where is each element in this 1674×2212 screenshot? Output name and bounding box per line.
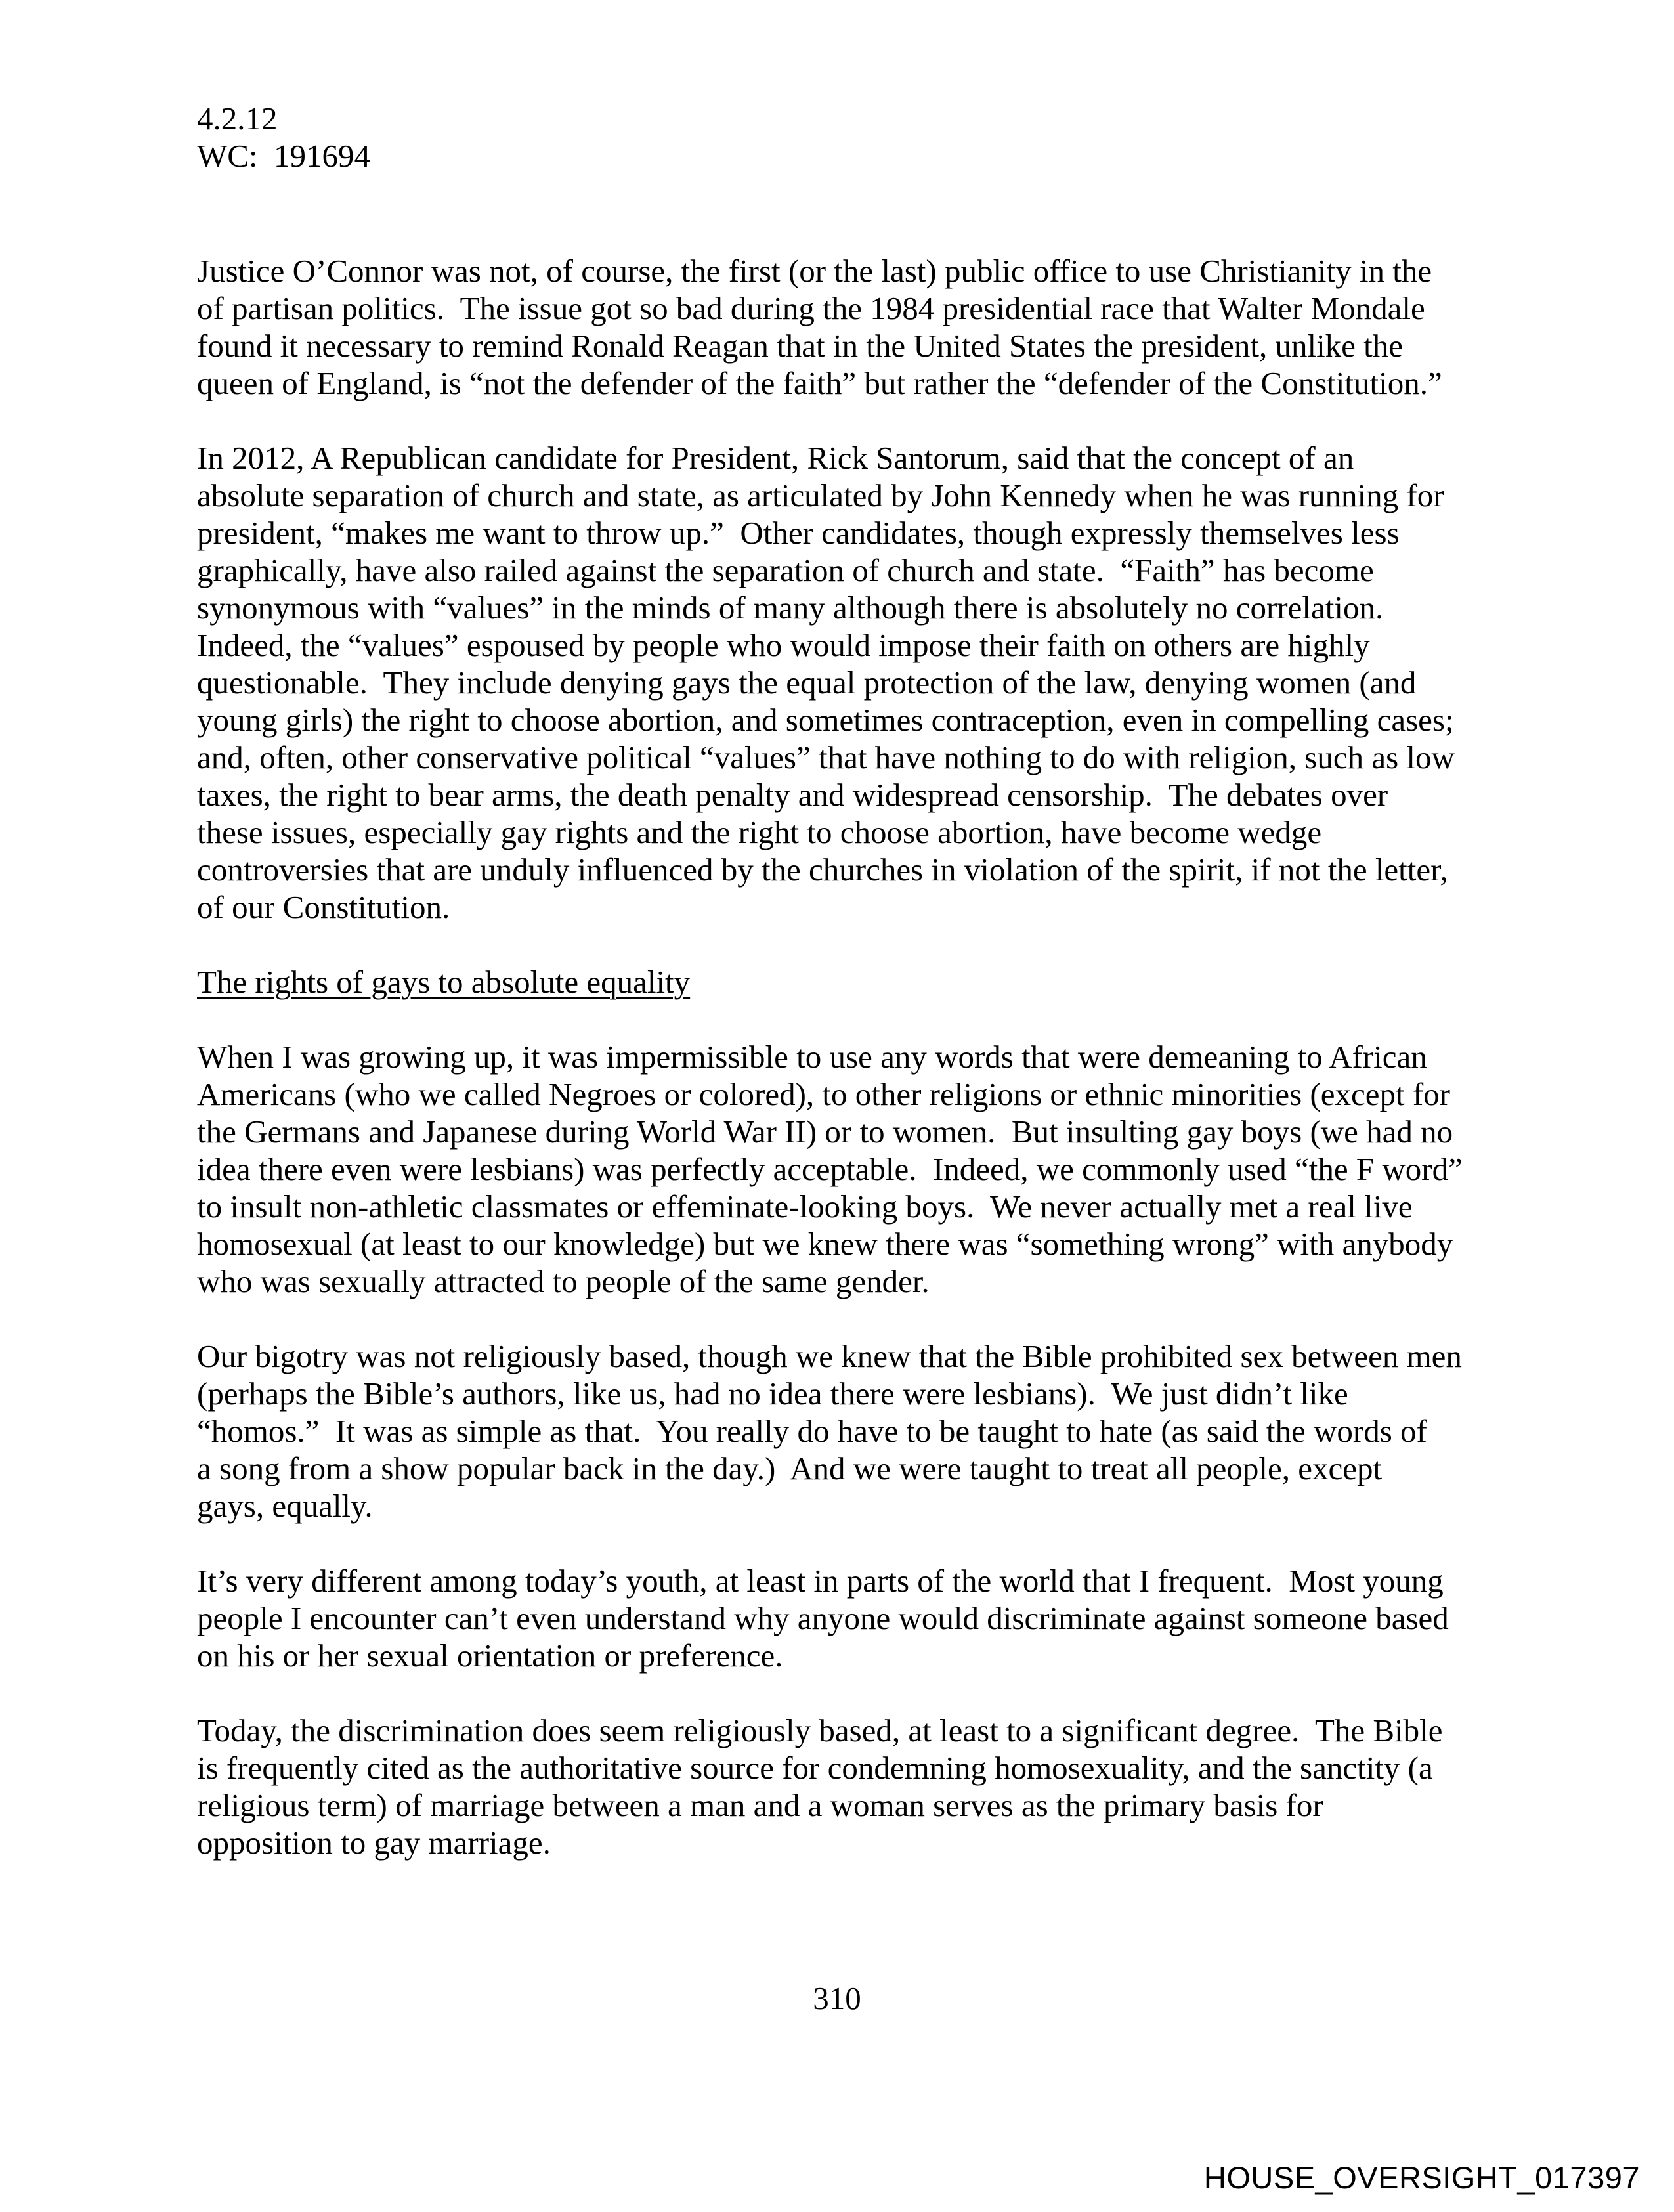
section-heading [197, 963, 1484, 1001]
paragraph-discrimination-today [197, 1712, 1484, 1861]
page-number: 310 [813, 1980, 861, 2016]
header-word-count: WC: 191694 [197, 138, 371, 174]
text-line: Justice O’Connor was not, of course, the first (or the last) public office to use Christianity in the [197, 253, 1432, 289]
text-line: When I was growing up, it was impermissible to use any words that were demeaning to African [197, 1039, 1427, 1075]
paragraph-oconnor [197, 252, 1484, 402]
text-line: of our Constitution. [197, 889, 450, 925]
text-line: homosexual (at least to our knowledge) but we knew there was “something wrong” with anybody [197, 1226, 1453, 1262]
paragraph-growing-up [197, 1038, 1484, 1300]
text-line: religious term) of marriage between a man and a woman serves as the primary basis for [197, 1787, 1323, 1823]
section-heading-text: The rights of gays to absolute equality [197, 964, 691, 1000]
text-line: of partisan politics. The issue got so bad during the 1984 presidential race that Walter Mondale [197, 290, 1425, 326]
text-line: graphically, have also railed against the separation of church and state. “Faith” has become [197, 552, 1374, 588]
bates-stamp: HOUSE_OVERSIGHT_017397 [1203, 2160, 1640, 2195]
text-line: president, “makes me want to throw up.” Other candidates, though expressly themselves less [197, 515, 1400, 551]
text-line: Our bigotry was not religiously based, though we knew that the Bible prohibited sex between men [197, 1338, 1462, 1374]
text-line: Indeed, the “values” espoused by people who would impose their faith on others are highly [197, 627, 1370, 663]
text-line: In 2012, A Republican candidate for President, Rick Santorum, said that the concept of an [197, 440, 1354, 476]
text-line: idea there even were lesbians) was perfectly acceptable. Indeed, we commonly used “the F word” [197, 1151, 1463, 1187]
text-line: a song from a show popular back in the day.) And we were taught to treat all people, except [197, 1450, 1383, 1486]
text-line: It’s very different among today’s youth, at least in parts of the world that I frequent. Most young [197, 1563, 1444, 1599]
text-line: synonymous with “values” in the minds of many although there is absolutely no correlation. [197, 590, 1384, 626]
text-line: young girls) the right to choose abortion, and sometimes contraception, even in compelling cases; [197, 702, 1454, 738]
text-line: people I encounter can’t even understand why anyone would discriminate against someone based [197, 1600, 1449, 1636]
text-line: to insult non-athletic classmates or effeminate-looking boys. We never actually met a real live [197, 1188, 1413, 1225]
text-line: and, often, other conservative political “values” that have nothing to do with religion, such as low [197, 739, 1455, 775]
text-line: Today, the discrimination does seem religiously based, at least to a significant degree. The Bible [197, 1712, 1443, 1748]
text-line: queen of England, is “not the defender of the faith” but rather the “defender of the Constitution.” [197, 365, 1442, 401]
text-line: questionable. They include denying gays the equal protection of the law, denying women (and [197, 664, 1417, 701]
text-line: opposition to gay marriage. [197, 1825, 551, 1861]
text-line: (perhaps the Bible’s authors, like us, had no idea there were lesbians). We just didn’t like [197, 1376, 1348, 1412]
text-line: gays, equally. [197, 1488, 373, 1524]
text-line: who was sexually attracted to people of the same gender. [197, 1263, 930, 1299]
header-date: 4.2.12 [197, 100, 278, 137]
paragraph-bigotry [197, 1337, 1484, 1525]
paragraph-santorum [197, 439, 1484, 926]
text-line: controversies that are unduly influenced by the churches in violation of the spirit, if not the letter, [197, 852, 1448, 888]
text-line: these issues, especially gay rights and the right to choose abortion, have become wedge [197, 814, 1322, 850]
text-line: Americans (who we called Negroes or colored), to other religions or ethnic minorities (except for [197, 1076, 1450, 1112]
text-line: on his or her sexual orientation or preference. [197, 1637, 783, 1674]
text-line: absolute separation of church and state, as articulated by John Kennedy when he was running for [197, 477, 1444, 513]
text-line: “homos.” It was as simple as that. You really do have to be taught to hate (as said the words of [197, 1413, 1427, 1449]
paragraph-todays-youth [197, 1562, 1484, 1674]
text-line: found it necessary to remind Ronald Reagan that in the United States the president, unlike the [197, 328, 1404, 364]
text-line: taxes, the right to bear arms, the death penalty and widespread censorship. The debates over [197, 777, 1388, 813]
text-line: the Germans and Japanese during World War II) or to women. But insulting gay boys (we had no [197, 1114, 1453, 1150]
document-header [197, 100, 370, 175]
document-body [197, 252, 1484, 1899]
text-line: is frequently cited as the authoritative source for condemning homosexuality, and the sanctity (a [197, 1750, 1433, 1786]
